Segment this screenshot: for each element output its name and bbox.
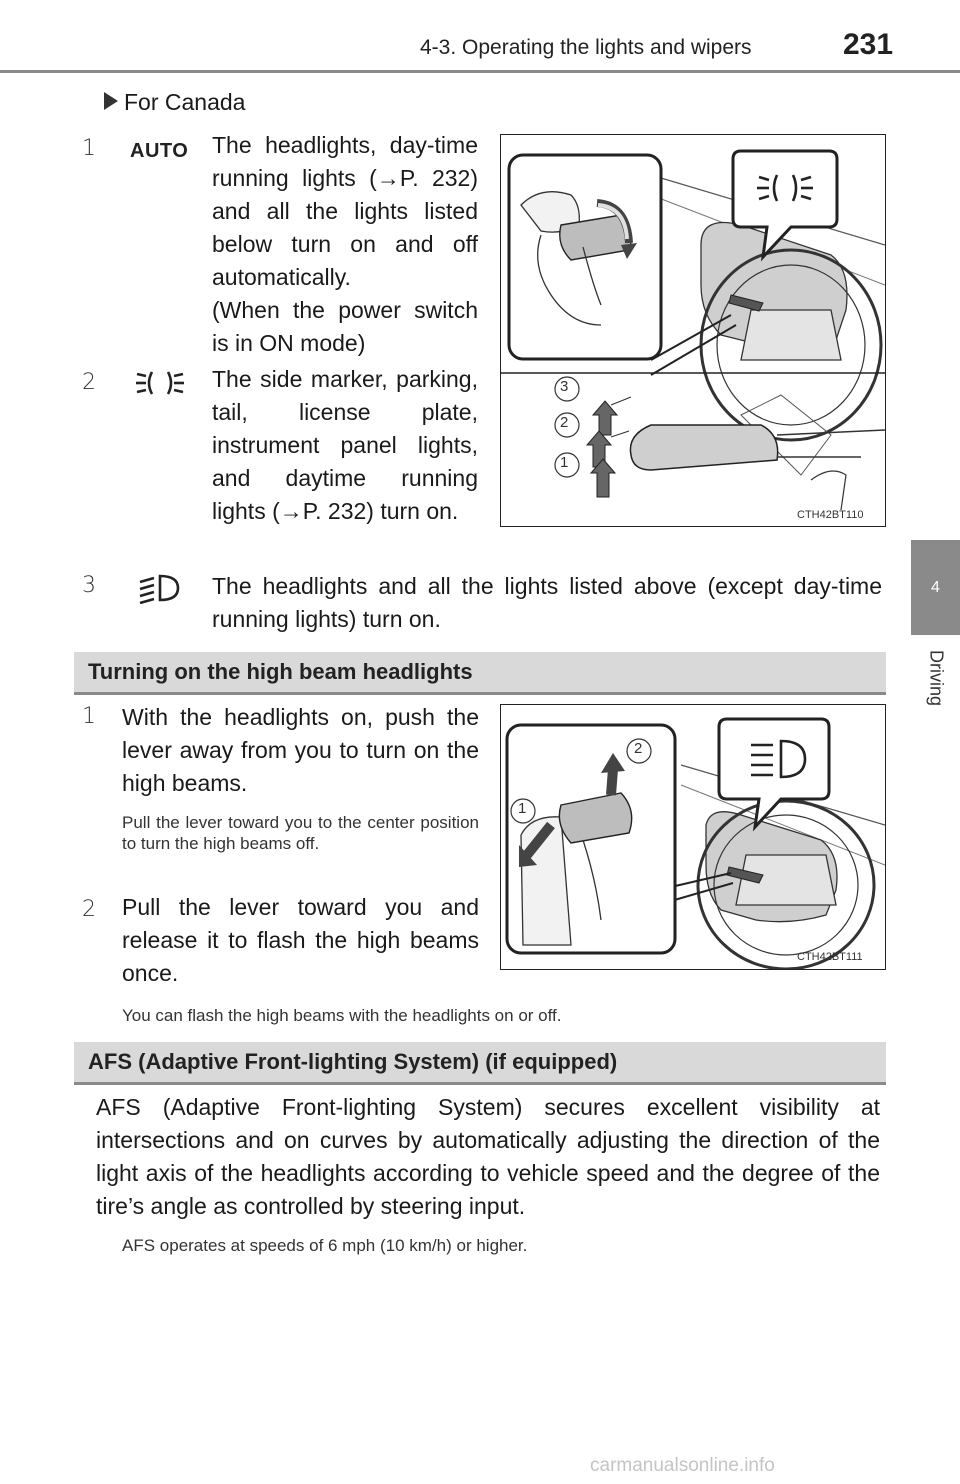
- item-number: 2: [82, 370, 96, 395]
- item-number: 2: [82, 897, 96, 922]
- item-number: 1: [82, 704, 96, 729]
- callout-number: 3: [560, 378, 569, 395]
- lever-figure-canada: [500, 134, 886, 527]
- figure-code: CTH42BT111: [797, 951, 863, 963]
- auto-symbol: AUTO: [130, 140, 189, 162]
- high-beam-item-2-text: Pull the lever toward you and release it to flash the high beams once.: [122, 894, 479, 986]
- chapter-number: 4: [931, 578, 940, 596]
- item-number: 3: [82, 573, 96, 598]
- callout-number: 1: [518, 800, 527, 817]
- high-beam-item-1-note: Pull the lever toward you to the center position to turn the high beams off.: [122, 813, 479, 853]
- afs-text: AFS (Adaptive Front-lighting System) secures excellent visibility at intersections and on curves by automatically adjusting the direction of the light axis of the headlights according to vehicle speed and the degree of the tire’s angle as controlled by steering input.: [96, 1094, 880, 1219]
- watermark: carmanualsonline.info: [590, 1455, 775, 1476]
- high-beam-section-header: [74, 652, 886, 695]
- afs-note: AFS operates at speeds of 6 mph (10 km/h) or higher.: [122, 1236, 528, 1255]
- callout-number: 2: [634, 740, 643, 757]
- high-beam-item-1-text: With the headlights on, push the lever away from you to turn on the high beams.: [122, 704, 479, 796]
- canada-item-1-text: The headlights, day-time running lights (→P. 232) and all the lights listed below turn on and off automatically.: [212, 132, 478, 290]
- callout-number: 1: [560, 454, 569, 471]
- section-heading: AFS (Adaptive Front-lighting System) (if equipped): [88, 1049, 618, 1074]
- callout-number: 2: [560, 414, 569, 431]
- page-number: 231: [843, 28, 894, 61]
- section-title: 4-3. Operating the lights and wipers: [420, 36, 752, 59]
- section-heading: Turning on the high beam headlights: [88, 659, 473, 684]
- header-rule: [0, 70, 960, 73]
- low-beam-icon: [138, 572, 180, 604]
- parking-light-icon: [136, 366, 184, 400]
- chapter-tab[interactable]: [911, 540, 960, 635]
- canada-heading: For Canada: [124, 89, 246, 115]
- figure-code: CTH42BT110: [797, 509, 864, 521]
- chapter-label: Driving: [926, 650, 947, 707]
- canada-item-3-text: The headlights and all the lights listed above (except day-time running lights) turn on.: [212, 573, 882, 632]
- item-number: 1: [82, 136, 96, 161]
- high-beam-note: You can flash the high beams with the headlights on or off.: [122, 1006, 562, 1025]
- bullet-arrow-icon: [102, 90, 122, 114]
- lever-figure-high-beam: [500, 704, 886, 970]
- afs-section-header: [74, 1042, 886, 1085]
- canada-item-2-text: The side marker, parking, tail, license plate, instrument panel lights, and daytime running lights (→P. 232) turn on.: [212, 366, 478, 524]
- canada-item-1-note: (When the power switch is in ON mode): [212, 297, 478, 356]
